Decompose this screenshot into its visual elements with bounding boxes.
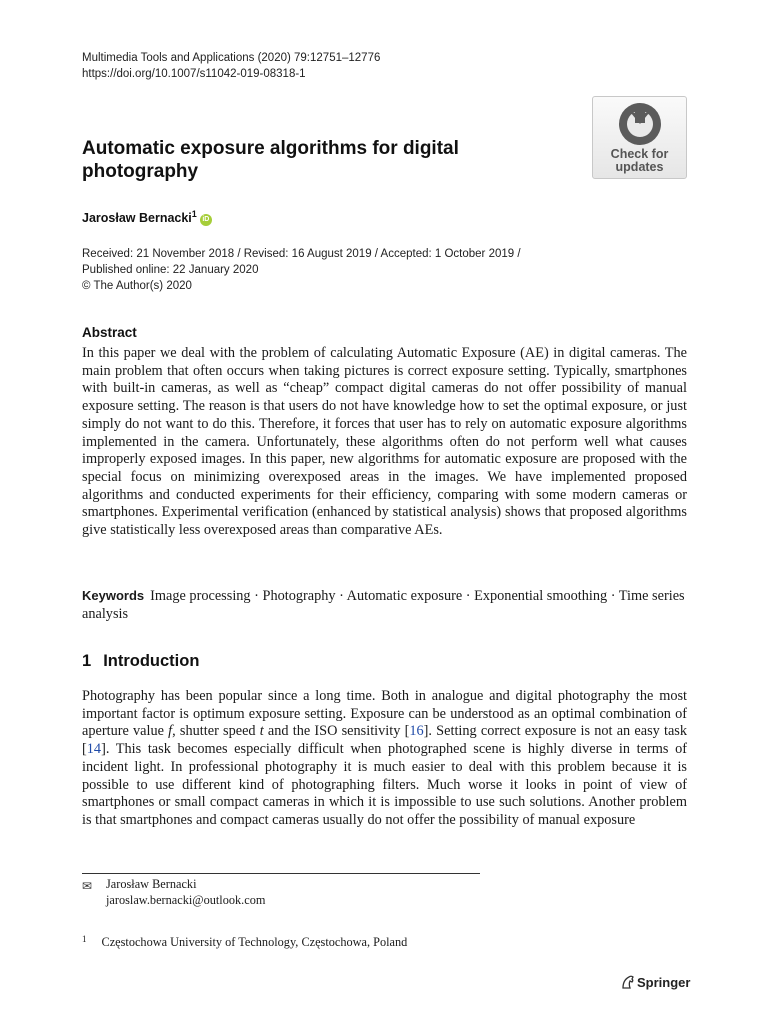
citation-link[interactable]: 16	[409, 723, 424, 740]
orcid-icon[interactable]: iD	[200, 214, 212, 226]
intro-text-2: , shutter speed	[172, 723, 260, 740]
keywords-heading: Keywords	[82, 588, 145, 603]
intro-text-1: Photography has been popular since a long time. Both in analogue and digital photography the most important factor is optimum exposure setting. Exposure can be understood as an optimal combination of aperture value	[82, 688, 687, 740]
check-for-updates-label-2: updates	[615, 160, 664, 174]
publisher-logo	[620, 975, 690, 990]
journal-citation: Multimedia Tools and Applications (2020) 79:12751–12776	[82, 52, 381, 64]
section-title: Introduction	[103, 652, 200, 670]
section-heading	[82, 652, 199, 671]
intro-text-4: ]. Setting correct exposure is not an easy task [	[82, 723, 688, 758]
abstract-heading: Abstract	[82, 325, 137, 340]
published-online: Published online: 22 January 2020	[82, 264, 259, 276]
section-number: 1	[82, 652, 92, 670]
author-affiliation-mark: 1	[191, 209, 197, 219]
check-for-updates-icon	[617, 101, 663, 147]
affiliation-footnote	[82, 934, 407, 950]
check-for-updates-badge[interactable]	[592, 96, 687, 179]
check-for-updates-label-1: Check for	[610, 147, 669, 161]
keywords-list: Image processing · Photography · Automatic exposure · Exponential smoothing · Time series analysis	[82, 588, 685, 622]
springer-horse-icon	[620, 975, 635, 990]
abstract-text: In this paper we deal with the problem of calculating Automatic Exposure (AE) in digital cameras. The main problem that often occurs when taking pictures is correct exposure setting. Typically, smartphones with built-in cameras, as well as “cheap” compact digital cameras do not offer possibility of manual exposure setting. The reason is that users do not have knowledge how to set the optimal exposure, or just simply do not want to do this. Therefore, it forces that user has to rely on automatic exposure algorithms implemented in the camera. Unfortunately, these algorithms often do not perform well what causes improperly exposed images. In this paper, new algorithms for automatic exposure are proposed with the special focus on minimizing overexposed areas in the images. We have implemented proposed algorithms and conducted experiments for their efficiency, comparing with some modern cameras or smartphones. Experimental verification (enhanced by statistical analysis) shows that proposed algorithms give statistically less overexposed areas than comparative AEs.	[82, 345, 687, 539]
introduction-text	[82, 688, 687, 830]
publication-dates	[82, 246, 521, 294]
affiliation-text: Częstochowa University of Technology, Częstochowa, Poland	[101, 935, 408, 949]
paper-title: Automatic exposure algorithms for digital photography	[82, 138, 459, 182]
envelope-icon: ✉	[82, 879, 93, 893]
contact-name: Jarosław Bernacki	[106, 877, 197, 891]
intro-text-3: and the ISO sensitivity [	[263, 723, 410, 740]
footnote-divider	[82, 873, 480, 874]
variable-t: t	[259, 723, 264, 740]
journal-header	[82, 50, 380, 82]
author-name[interactable]: Jarosław Bernacki	[82, 211, 192, 226]
corresponding-author	[82, 877, 265, 908]
received-revised-accepted: Received: 21 November 2018 / Revised: 16 August 2019 / Accepted: 1 October 2019 /	[82, 248, 521, 260]
doi-link[interactable]: https://doi.org/10.1007/s11042-019-08318-1	[82, 68, 306, 80]
citation-link[interactable]: 14	[86, 741, 102, 758]
contact-email[interactable]: jaroslaw.bernacki@outlook.com	[106, 892, 266, 907]
publisher-name: Springer	[637, 975, 691, 990]
copyright: © The Author(s) 2020	[82, 280, 192, 292]
author-line	[82, 209, 212, 226]
keywords	[82, 587, 687, 623]
affiliation-mark: 1	[82, 934, 87, 944]
intro-text-5: ]. This task becomes especially difficult when photographed scene is highly diverse in terms of incident light. In professional photography it is much easier to deal with this problem because it is possible to use different kind of photographing filters. Much worse it looks in point of view of smartphones or small compact cameras in which it is impossible to use such solutions. Another problem is that smartphones and compact cameras usually do not offer the possibility of manual exposure	[82, 741, 687, 828]
variable-f: f	[168, 723, 173, 740]
